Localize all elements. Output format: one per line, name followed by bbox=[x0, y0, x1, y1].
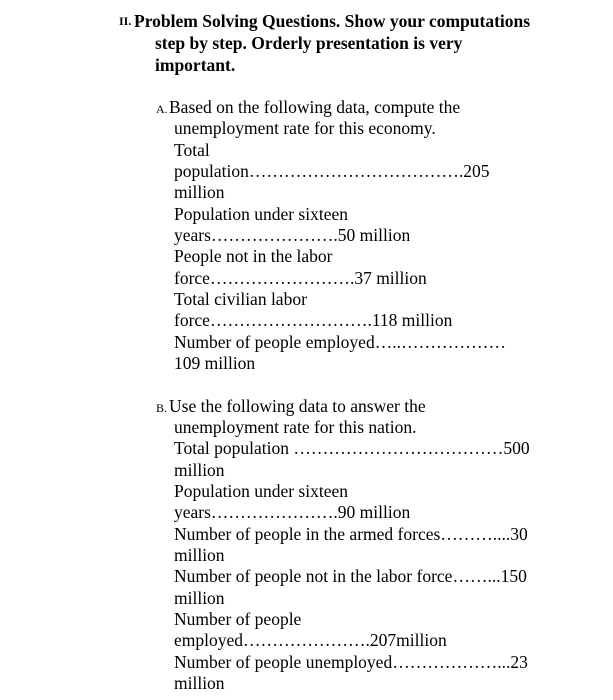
section-b-line: million bbox=[174, 460, 225, 480]
section-a-line: People not in the labor bbox=[174, 246, 333, 266]
section-a-line: Total bbox=[174, 140, 210, 160]
section-b-letter: B. bbox=[156, 401, 168, 415]
section-b-line: million bbox=[174, 673, 225, 693]
section-a-line: Number of people employed…..……………… bbox=[174, 332, 506, 352]
section-a-line: 109 million bbox=[174, 353, 256, 373]
section-b-line: million bbox=[174, 545, 225, 565]
section-a-line: unemployment rate for this economy. bbox=[174, 118, 436, 138]
section-a-line: Population under sixteen bbox=[174, 204, 349, 224]
section-a-line: million bbox=[174, 182, 225, 202]
section-b-line: Number of people not in the labor force……...150 bbox=[174, 566, 527, 586]
section-a-letter: A. bbox=[156, 102, 168, 116]
heading-line: Problem Solving Questions. Show your computations bbox=[134, 11, 531, 31]
section-b-line: unemployment rate for this nation. bbox=[174, 417, 417, 437]
section-b-line: Population under sixteen bbox=[174, 481, 349, 501]
section-b-line: Number of people unemployed………………...23 bbox=[174, 652, 528, 672]
section-a-line: force……………………….118 million bbox=[174, 310, 453, 330]
section-b-line: Total population ………………………………500 bbox=[174, 438, 530, 458]
section-b-line: million bbox=[174, 588, 225, 608]
section-a-line: Total civilian labor bbox=[174, 289, 307, 309]
section-a-line: force…………………….37 million bbox=[174, 268, 427, 288]
heading-line: important. bbox=[155, 55, 236, 75]
section-a-line: population……………………………….205 bbox=[174, 161, 490, 181]
section-b-line: years………………….90 million bbox=[174, 502, 411, 522]
section-b-line: employed………………….207million bbox=[174, 630, 447, 650]
section-a-line: Based on the following data, compute the bbox=[169, 97, 461, 117]
section-a-line: years………………….50 million bbox=[174, 225, 411, 245]
section-b-line: Number of people bbox=[174, 609, 302, 629]
section-b-line: Number of people in the armed forces………....30 bbox=[174, 524, 528, 544]
section-b-line: Use the following data to answer the bbox=[169, 396, 426, 416]
heading-line: step by step. Orderly presentation is very bbox=[155, 33, 463, 53]
heading-number: II. bbox=[119, 14, 132, 28]
